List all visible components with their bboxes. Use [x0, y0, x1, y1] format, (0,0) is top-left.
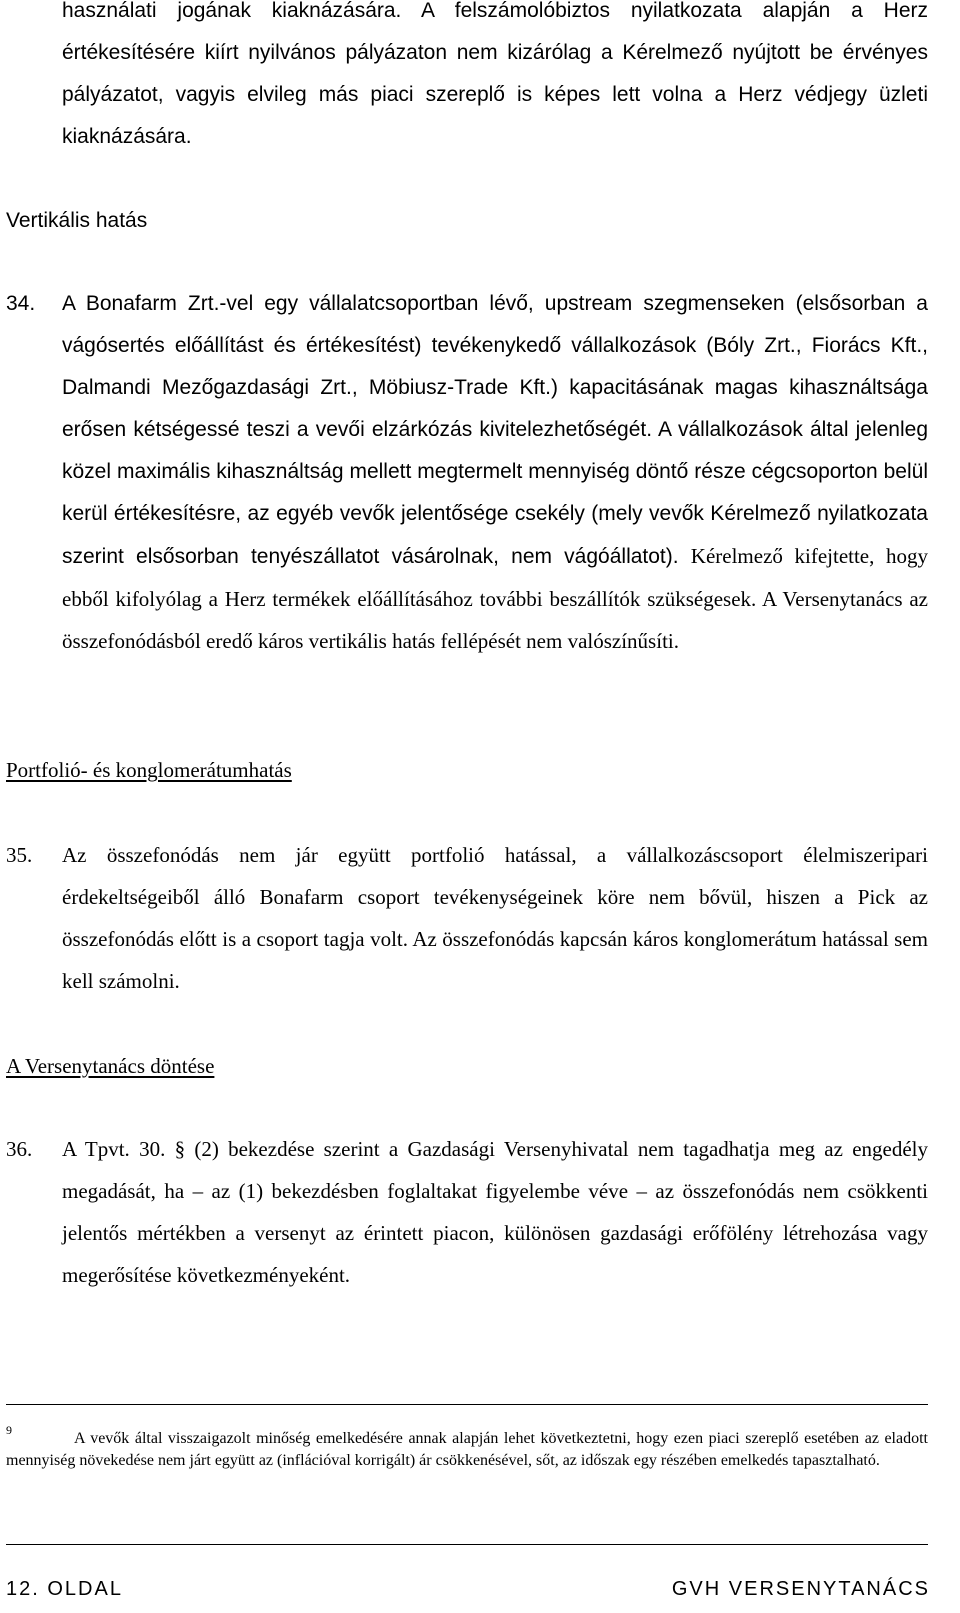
paragraph-body: A Tpvt. 30. § (2) bekezdése szerint a Gazdasági Versenyhivatal nem tagadhatja meg az engedély megadását, ha – az (1) bekezdésben foglaltakat figyelembe véve – az összefonódás nem csökkenti jelentős mértékben a versenyt az érintett piacon, különösen gazdasági erőfölény létrehozása vagy megerősítése következményeként.	[62, 1137, 928, 1287]
paragraph-34	[6, 283, 928, 662]
section-heading-vertical: Vertikális hatás	[6, 209, 148, 232]
footnote-mark: 9	[6, 1423, 12, 1437]
paragraph-number: 35.	[6, 843, 33, 867]
paragraph-text-serif: Kérelmező kifejtette, hogy ebből kifolyólag a Herz termékek előállításához további beszállítók szükségesek. A Versenytanács az összefonódásból eredő káros vertikális hatás fellépését nem valószínűsíti.	[62, 544, 928, 653]
page-number: 12. OLDAL	[6, 1578, 123, 1600]
footer-organization: GVH VERSENYTANÁCS	[671, 1578, 930, 1600]
paragraph-number: 36.	[6, 1137, 33, 1161]
footnote	[6, 1423, 928, 1471]
section-heading-decision: A Versenytanács döntése	[6, 1054, 215, 1078]
footer-separator	[6, 1544, 928, 1545]
footnote-separator	[6, 1404, 928, 1405]
paragraph-body: Az összefonódás nem jár együtt portfolió hatással, a vállalkozáscsoport élelmiszeripari érdekeltségeiből álló Bonafarm csoport tevékenységeinek köre nem bővül, hiszen a Pick az összefonódás előtt is a csoport tagja volt. Az összefonódás kapcsán káros konglomerátum hatással sem kell számolni.	[62, 843, 928, 993]
footnote-text: A vevők által visszaigazolt minőség emelkedésére annak alapján lehet következtetni, hogy ezen piaci szereplő esetében az eladott mennyiség növekedése nem járt együtt az (inflációval korrigált) ár csökkenésével, sőt, az időszak egy részében emelkedés tapasztalható.	[6, 1430, 928, 1469]
paragraph-35	[6, 834, 928, 1002]
paragraph-number: 34.	[6, 292, 36, 315]
paragraph-body	[62, 283, 928, 662]
paragraph-36	[6, 1128, 928, 1296]
intro-paragraph: használati jogának kiaknázására. A felszámolóbiztos nyilatkozata alapján a Herz értékesítésére kiírt nyilvános pályázaton nem kizárólag a Kérelmező nyújtott be érvényes pályázatot, vagyis elvileg más piaci szereplő is képes lett volna a Herz védjegy üzleti kiaknázására.	[62, 0, 928, 148]
section-heading-portfolio: Portfolió- és konglomerátumhatás	[6, 758, 292, 782]
paragraph-text-arial: A Bonafarm Zrt.-vel egy vállalatcsoportban lévő, upstream szegmenseken (elsősorban a vágósertés előállítást és értékesítést) tevékenykedő vállalkozások (Bóly Zrt., Fiorács Kft., Dalmandi Mezőgazdasági Zrt., Möbiusz-Trade Kft.) kapacitásának magas kihasználtsága erősen kétségessé teszi a vevői elzárkózás kivitelezhetőségét. A vállalkozások által jelenleg közel maximális kihasználtság mellett megtermelt mennyiség döntő része cégcsoporton belül kerül értékesítésre, az egyéb vevők jelentősége csekély (mely vevők Kérelmező nyilatkozata szerint elsősorban tenyészállatot vásárolnak, nem vágóállatot).	[62, 292, 928, 568]
